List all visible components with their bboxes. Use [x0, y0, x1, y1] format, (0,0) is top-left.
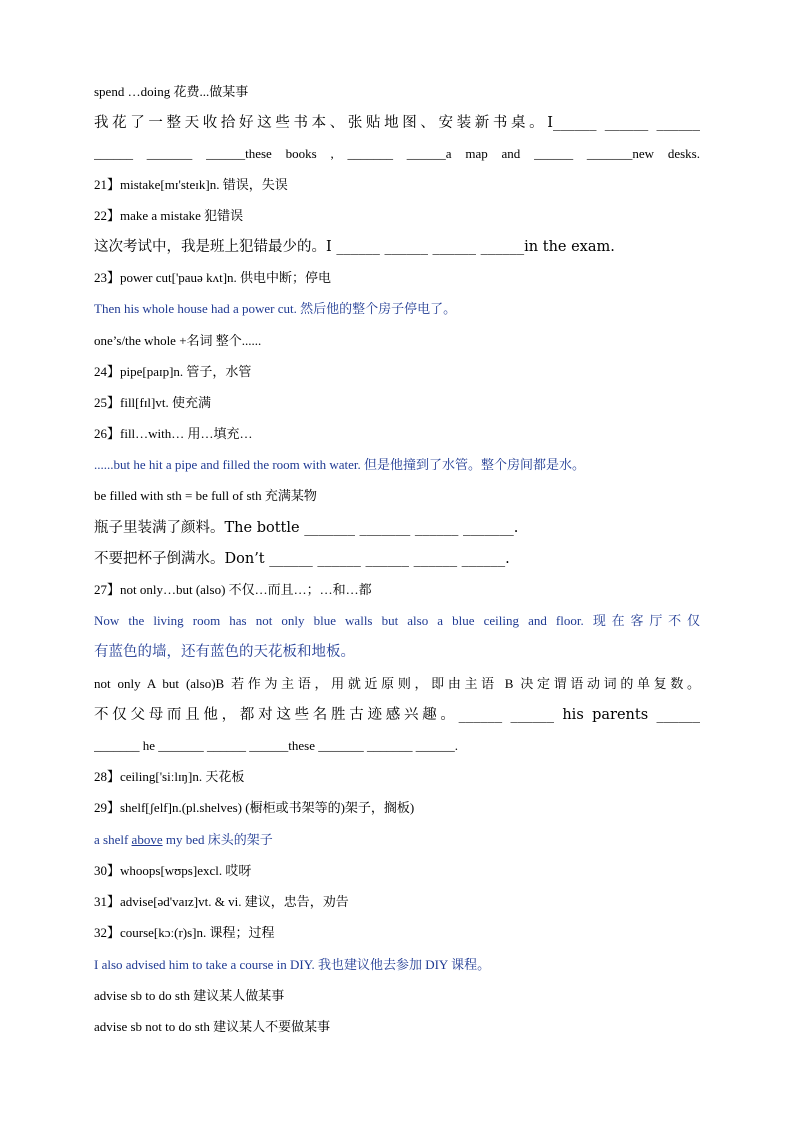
- example-advise: I also advised him to take a course in DIY. 我也建议他去参加 DIY 课程。: [94, 957, 491, 972]
- vocab-23-power-cut: 23】power cut['pauə kʌt]n. 供电中断；停电: [94, 270, 332, 285]
- example-shelf-above: above: [131, 832, 163, 847]
- phrase-spend-doing: spend …doing 花费...做某事: [94, 84, 249, 99]
- vocab-25-fill: 25】fill[fɪl]vt. 使充满: [94, 395, 211, 410]
- phrase-be-filled-with: be filled with sth = be full of sth 充满某物: [94, 488, 317, 503]
- exercise-not-only-1: 不仅父母而且他，都对这些名胜古迹感兴趣。______ ______ his parents ______: [94, 707, 700, 723]
- example-not-only-1: Now the living room has not only blue walls but also a blue ceiling and floor. 现在客厅不仅: [94, 613, 700, 628]
- phrase-the-whole: one’s/the whole +名词 整个......: [94, 333, 262, 348]
- vocab-31-advise: 31】advise[əd'vaɪz]vt. & vi. 建议，忠告，劝告: [94, 894, 349, 909]
- vocab-24-pipe: 24】pipe[paɪp]n. 管子，水管: [94, 364, 252, 379]
- exercise-not-only-2: _______ he _______ ______ ______these _______ _______ ______.: [94, 738, 458, 753]
- exercise-bottle: 瓶子里装满了颜料。The bottle _______ _______ ______ _______.: [94, 520, 519, 536]
- example-shelf-part2: my bed 床头的架子: [162, 832, 273, 847]
- example-shelf: [94, 830, 700, 850]
- phrase-advise-not-to-do: advise sb not to do sth 建议某人不要做某事: [94, 1019, 331, 1034]
- exercise-line-2: ______ _______ ______these books , _______ ______a map and ______ _______new desks.: [94, 146, 700, 161]
- exercise-cup: 不要把杯子倒满水。Don’t ______ ______ ______ ______ ______.: [94, 551, 510, 567]
- phrase-advise-to-do: advise sb to do sth 建议某人做某事: [94, 988, 285, 1003]
- example-fill-with: ......but he hit a pipe and filled the room with water. 但是他撞到了水管。整个房间都是水。: [94, 457, 586, 472]
- example-shelf-part1: a shelf: [94, 832, 132, 847]
- rule-not-only: not only A but (also)B 若作为主语，用就近原则，即由主语 B 决定谓语动词的单复数。: [94, 676, 700, 691]
- vocab-27-not-only: 27】not only…but (also) 不仅…而且…；…和…都: [94, 582, 372, 597]
- example-power-cut: Then his whole house had a power cut. 然后他的整个房子停电了。: [94, 301, 457, 316]
- vocab-29-shelf: 29】shelf[ʃelf]n.(pl.shelves) (橱柜或书架等的)架子，搁板): [94, 800, 415, 815]
- vocab-26-fill-with: 26】fill…with… 用…填充…: [94, 426, 253, 441]
- vocab-21-mistake: 21】mistake[mɪ'steɪk]n. 错误，失误: [94, 177, 288, 192]
- exercise-line-1: 我花了一整天收拾好这些书本、张贴地图、安装新书桌。I______ ______ ______: [94, 115, 700, 131]
- vocab-30-whoops: 30】whoops[wʊps]excl. 哎呀: [94, 863, 252, 878]
- example-not-only-2: 有蓝色的墙，还有蓝色的天花板和地板。: [94, 644, 355, 660]
- vocab-32-course: 32】course[kɔː(r)s]n. 课程；过程: [94, 925, 275, 940]
- vocab-28-ceiling: 28】ceiling['siːlɪŋ]n. 天花板: [94, 769, 245, 784]
- vocab-22-make-a-mistake: 22】make a mistake 犯错误: [94, 208, 244, 223]
- exercise-mistake: 这次考试中，我是班上犯错最少的。I ______ ______ ______ ______in the exam.: [94, 239, 615, 255]
